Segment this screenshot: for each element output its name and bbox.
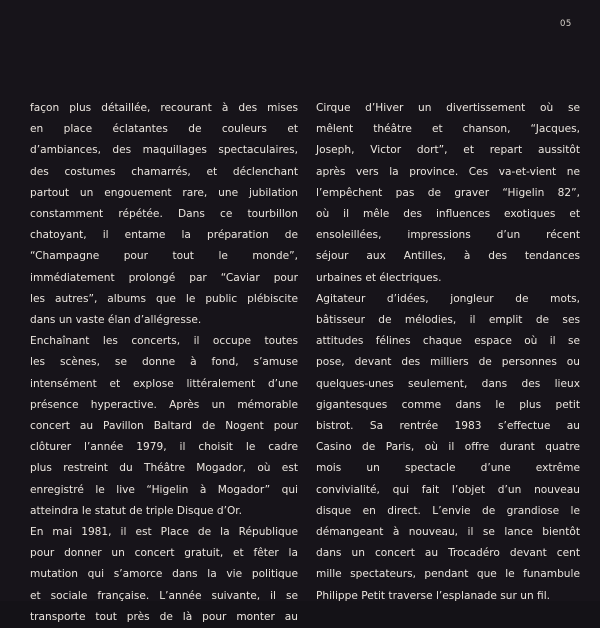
text-line: des costumes chamarrés, et déclenchant (30, 165, 298, 178)
text-line: intensément et explose littéralement d’une (30, 377, 298, 390)
text-line: attitudes félines chaque espace où il se (316, 335, 580, 348)
text-line: clôturer l’année 1979, il choisit le cadre (30, 441, 298, 454)
text-line: Cirque d’Hiver un divertissement où se (316, 102, 580, 114)
text-line: après vers la province. Ces va-et-vient ne (316, 165, 580, 178)
text-line: pose, devant des milliers de personnes ou (316, 356, 580, 369)
text-line: Joseph, Victor dort”, et repart aussitôt (316, 144, 580, 157)
text-line: transporte tout près de là pour monter au (30, 610, 298, 623)
text-line: ensoleillées, impressions d’un récent (316, 229, 580, 242)
text-line: Enchaînant les concerts, il occupe toutes (30, 335, 298, 348)
text-line: l’empêchent pas de graver “Higelin 82”, (316, 186, 580, 199)
text-line: concert au Pavillon Baltard de Nogent pour (30, 420, 298, 433)
text-line: En mai 1981, il est Place de la République (30, 526, 298, 539)
text-line: mois un spectacle d’une extrême (316, 462, 580, 475)
text-line: Agitateur d’idées, jongleur de mots, (316, 292, 580, 305)
text-line: mutation qui s’amorce dans la vie politique (30, 568, 298, 581)
text-line: et sociale française. L’année suivante, il se (30, 589, 298, 602)
text-line: urbaines et électriques. (316, 271, 442, 284)
text-line: plus restreint du Théâtre Mogador, où est (30, 462, 298, 475)
text-line: convivialité, qui fait l’objet d’un nouveau (316, 483, 580, 496)
text-line: dans un concert au Trocadéro devant cent (316, 547, 580, 560)
text-line: présence hyperactive. Après un mémorable (30, 398, 298, 411)
text-line: les autres”, albums que le public plébiscite (30, 292, 298, 305)
text-line: bâtisseur de mélodies, il emplit de ses (316, 314, 580, 327)
text-line: constamment répétée. Dans ce tourbillon (30, 208, 298, 221)
text-line: démangeant à nouveau, il se lance bientôt (316, 526, 580, 539)
text-line: Casino de Paris, où il offre durant quatre (316, 441, 580, 454)
text-line: dans un vaste élan d’allégresse. (30, 314, 202, 327)
text-line: gigantesques comme dans le plus petit (316, 398, 580, 411)
text-line: chatoyant, il entame la préparation de (30, 229, 298, 242)
text-line: où il mêle des influences exotiques et (316, 208, 580, 221)
text-line: en place éclatantes de couleurs et (30, 123, 298, 136)
text-line: quelques-unes seulement, dans des lieux (316, 377, 580, 390)
text-line: les scènes, se donne à fond, s’amuse (30, 356, 298, 369)
text-line: partout un engouement rare, une jubilation (30, 186, 298, 199)
text-line: atteindra le statut de triple Disque d’Or. (30, 504, 243, 517)
text-line: Philippe Petit traverse l’esplanade sur un fil. (316, 589, 551, 602)
page-number: 05 (560, 19, 572, 29)
right-text-column (316, 98, 580, 607)
text-line: mille spectateurs, pendant que le funambule (316, 568, 580, 581)
text-line: pour donner un concert gratuit, et fêter la (30, 547, 298, 560)
text-line: façon plus détaillée, recourant à des mises (30, 102, 298, 114)
text-line: mêlent théâtre et chanson, “Jacques, (316, 123, 580, 136)
text-line: bistrot. Sa rentrée 1983 s’effectue au (316, 420, 580, 433)
left-text-column (30, 98, 298, 628)
text-line: d’ambiances, des maquillages spectaculaires, (30, 144, 298, 157)
text-line: disque en direct. L’envie de grandiose le (316, 504, 580, 517)
text-line: “Champagne pour tout le monde”, (30, 250, 298, 263)
text-line: séjour aux Antilles, à des tendances (316, 250, 580, 263)
text-line: immédiatement prolongé par “Caviar pour (30, 271, 298, 284)
text-line: enregistré le live “Higelin à Mogador” qui (30, 483, 298, 496)
